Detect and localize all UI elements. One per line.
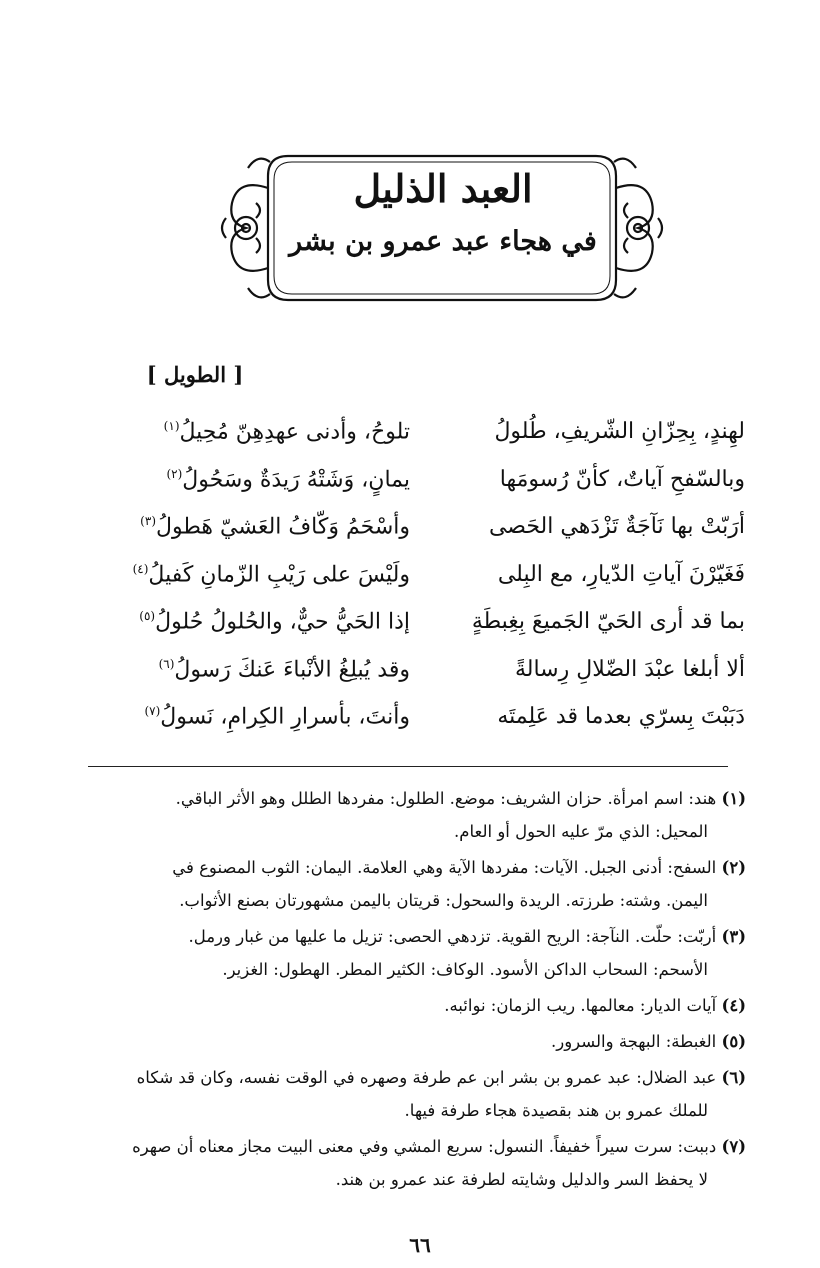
verse-second-hemistich: وأسْحَمُ وَكّافُ العَشيّ هَطولُ$^{(٣)}$ [140,514,410,540]
verse-footnote-ref: (٧) [144,704,161,718]
footnote-number: (٤) [721,996,746,1015]
verse-second-hemistich: يمانٍ، وَشَتْهُ رَيدَةٌ وسَحُولُ$^{(٢)}$ [166,466,410,492]
verse-footnote-ref: (٦) [158,656,175,671]
footnote-number: (٦) [721,1068,746,1087]
footnote-continuation: الأسحم: السحاب الداكن الأسود. الوكاف: الكثير المطر. الهطول: الغزير. [222,960,708,979]
verse-line [80,605,745,653]
verse-first-hemistich: بما قد أرى الحَيّ الجَميعَ بِغِبطَةٍ [471,609,745,634]
verse-first-hemistich: فَغَيّرْنَ آياتِ الدّيارِ، مع البِلى [497,561,745,587]
verse-line [80,510,745,558]
verse-line [80,463,745,511]
verse-footnote-ref: (٥) [139,609,156,623]
verse-second-hemistich: وقد يُبلِغُ الأنْباءَ عَنكَ رَسولُ$^{(٦)}$ [158,656,410,682]
verse-first-hemistich: لهِندٍ، بِحِزّانِ الشّريفِ، طُلولُ [494,419,745,444]
verse-footnote-ref: (٤) [132,561,149,576]
verse-second-hemistich: إذا الحَيُّ حيٌّ، والحُلولُ حُلولُ$^{(٥)}$ [139,609,410,635]
footnote [78,1025,746,1058]
verse-line [80,415,745,463]
verse-footnote-ref: (٣) [140,514,156,528]
footnote-continuation: المحيل: الذي مرّ عليه الحول أو العام. [454,822,708,841]
footnote-continuation: لا يحفظ السر والدليل وشايته لطرفة عند عمرو بن هند. [335,1170,708,1189]
verse-first-hemistich: ألا أبلغا عبْدَ الضّلالِ رِسالةً [514,656,745,682]
verse-line [80,653,745,701]
title-frame [218,148,666,308]
poem-subtitle: في هجاء عبد عمرو بن بشر [289,226,597,257]
footnote [78,989,746,1022]
verse-line [80,558,745,606]
verse-line [80,700,745,748]
footnote-text: السفح: أدنى الجبل. الآيات: مفردها الآية وهي العلامة. اليمان: الثوب المصنوع في [172,858,717,877]
footnote-text: هند: اسم امرأة. حزان الشريف: موضع. الطلول: مفردها الطلل وهو الأثر الباقي. [175,789,717,808]
verse-first-hemistich: أرَبّتْ بها نَآجَةٌ تَزْدَهي الحَصى [488,514,745,539]
poem-body [80,415,745,748]
verse-second-hemistich: تلوحُ، وأدنى عهدِهِنّ مُحِيلُ$^{(١)}$ [163,419,410,445]
verse-footnote-ref: (١) [163,419,180,433]
verse-footnote-ref: (٢) [166,466,183,481]
footnotes [78,782,746,1199]
verse-first-hemistich: وبالسّفحِ آياتٌ، كأنّ رُسومَها [499,466,745,492]
footnote-number: (٥) [721,1032,746,1051]
poem-title: العبد الذليل [353,166,533,211]
footnote-number: (١) [721,789,746,808]
footnote-continuation: للملك عمرو بن هند بقصيدة هجاء طرفة فيها. [404,1101,708,1120]
poem-meter: [ الطويل ] [146,362,244,387]
footnote-continuation: اليمن. وشته: طرزته. الريدة والسحول: قريتان باليمن مشهورتان بصنع الأثواب. [179,891,708,910]
footnote-text: عبد الضلال: عبد عمرو بن بشر ابن عم طرفة وصهره في الوقت نفسه، وكان قد شكاه [136,1068,717,1087]
verse-second-hemistich: وأنتَ، بأسرارِ الكِرامِ، نَسولُ$^{(٧)}$ [144,704,410,730]
footnote [78,782,746,848]
verse-first-hemistich: دَبَبْتَ بِسرّي بعدما قد عَلِمتَه [497,704,745,729]
footnote-text: أربّت: حلّت. النآجة: الريح القوية. تزدهي الحصى: تزيل ما عليها من غبار ورمل. [188,927,717,946]
footnote [78,1130,746,1196]
footnote [78,851,746,917]
footnote-number: (٧) [721,1137,746,1156]
footnote [78,920,746,986]
footnote-text: آيات الديار: معالمها. ريب الزمان: نوائبه. [444,996,717,1015]
footnote-text: دببت: سرت سيراً خفيفاً. النسول: سريع المشي وفي معنى البيت مجاز معناه أن صهره [132,1137,717,1156]
verse-second-hemistich: ولَيْسَ على رَيْبِ الزّمانِ كَفيلُ$^{(٤)}$ [132,561,410,587]
footnote [78,1061,746,1127]
footnote-text: الغبطة: البهجة والسرور. [550,1032,717,1051]
page-number: ٦٦ [409,1233,431,1257]
footnote-number: (٣) [721,927,746,946]
footnote-number: (٢) [721,858,746,877]
footnote-divider [88,766,728,767]
